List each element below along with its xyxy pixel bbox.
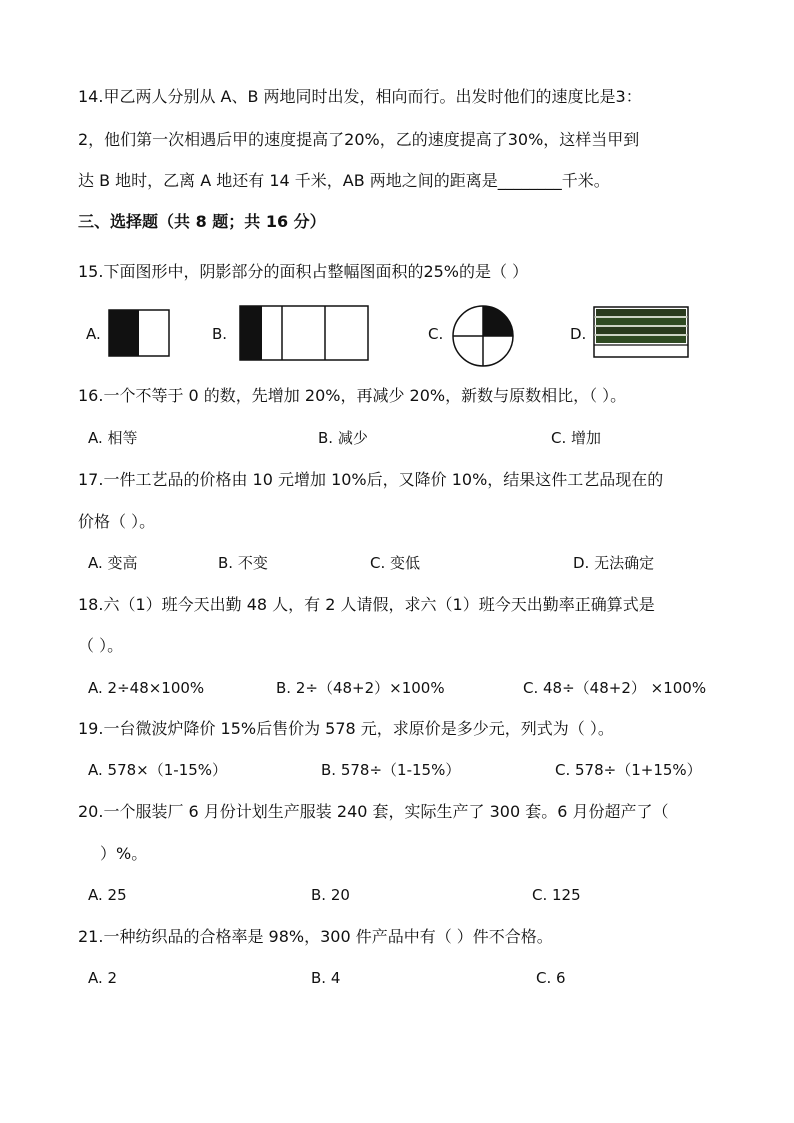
q17-option-d: D. 无法确定 [573, 554, 655, 572]
q19-option-c: C. 578÷（1+15%） [555, 761, 702, 779]
q19-option-a: A. 578×（1-15%） [88, 761, 228, 779]
q17-line1: 17.一件工艺品的价格由 10 元增加 10%后，又降价 10%，结果这件工艺品现在的 [78, 470, 664, 489]
q21-option-a: A. 2 [88, 969, 118, 987]
q16-option-b: B. 减少 [318, 429, 368, 447]
q18-line2: （ ）。 [78, 636, 124, 655]
q20-option-c: C. 125 [532, 886, 581, 904]
q15-figure-b [239, 305, 369, 361]
q19-text: 19.一台微波炉降价 15%后售价为 578 元，求原价是多少元，列式为（ ）。 [78, 719, 614, 738]
q15-option-b: B. [212, 325, 228, 343]
q14-line2: 2，他们第一次相遇后甲的速度提高了20%，乙的速度提高了30%，这样当甲到 [78, 130, 640, 149]
q18-option-c: C. 48÷（48+2） ×100% [523, 679, 707, 697]
q15-option-c: C. [428, 325, 444, 343]
q21-option-c: C. 6 [536, 969, 566, 987]
q16-option-c: C. 增加 [551, 429, 602, 447]
q18-option-b: B. 2÷（48+2）×100% [276, 679, 445, 697]
q15-option-d: D. [570, 325, 587, 343]
q17-line2: 价格（ ）。 [78, 512, 156, 531]
q20-line1: 20.一个服装厂 6 月份计划生产服装 240 套，实际生产了 300 套。6 月份超产了（ [78, 802, 669, 821]
q17-option-a: A. 变高 [88, 554, 138, 572]
q20-option-b: B. 20 [311, 886, 350, 904]
q17-option-b: B. 不变 [218, 554, 268, 572]
q15-text: 15.下面图形中，阴影部分的面积占整幅图面积的25%的是（ ） [78, 262, 529, 281]
q15-figure-c [450, 304, 516, 368]
q16-text: 16.一个不等于 0 的数，先增加 20%，再减少 20%，新数与原数相比，（ ）。 [78, 386, 627, 405]
q20-option-a: A. 25 [88, 886, 127, 904]
q15-figure-a [108, 309, 170, 357]
q15-figure-d [593, 306, 689, 358]
q21-text: 21.一种纺织品的合格率是 98%，300 件产品中有（ ）件不合格。 [78, 927, 553, 946]
q16-option-a: A. 相等 [88, 429, 138, 447]
q21-option-b: B. 4 [311, 969, 341, 987]
q15-option-a: A. [86, 325, 101, 343]
q17-option-c: C. 变低 [370, 554, 421, 572]
q20-line2: ）%。 [100, 844, 148, 863]
q18-line1: 18.六（1）班今天出勤 48 人，有 2 人请假，求六（1）班今天出勤率正确算式是 [78, 595, 655, 614]
q19-option-b: B. 578÷（1-15%） [321, 761, 461, 779]
q14-line1: 14.甲乙两人分别从 A、B 两地同时出发，相向而行。出发时他们的速度比是3： [78, 87, 642, 106]
q18-option-a: A. 2÷48×100% [88, 679, 205, 697]
section-title: 三、选择题（共 8 题；共 16 分） [78, 212, 326, 231]
q14-line3: 达 B 地时，乙离 A 地还有 14 千米，AB 两地之间的距离是________千米。 [78, 171, 610, 190]
